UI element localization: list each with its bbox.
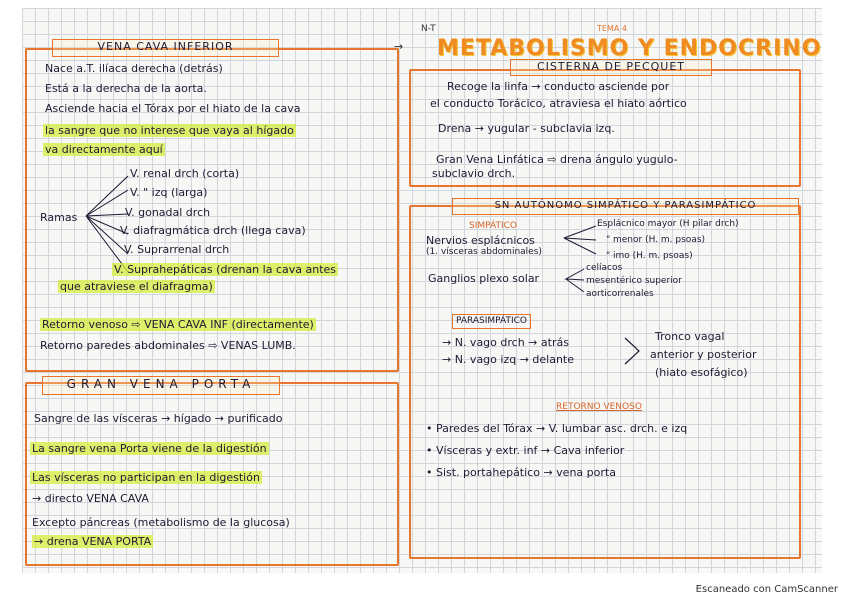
vena-cava-header: VENA CAVA INFERIOR	[52, 39, 279, 57]
camscanner-footer: Escaneado con CamScanner	[695, 584, 838, 595]
parasimpatico-label: PARASIMPÁTICO	[452, 314, 531, 329]
rama-6: V. Suprahepáticas (drenan la cava antes	[114, 263, 337, 276]
hiato-esofagico: (hiato esofágico)	[655, 366, 748, 379]
retorno-line-2: • Vísceras y extr. inf → Cava inferior	[426, 444, 625, 457]
cp-line-4: Gran Vena Linfática ⇨ drena ángulo yugulo-	[436, 153, 678, 166]
retorno-line-3: • Sist. portahepático → vena porta	[426, 466, 616, 479]
vp-line-6: → drena VENA PORTA	[34, 535, 152, 548]
esplacnico-mayor: Esplácnico mayor (H pilar drch)	[597, 219, 739, 229]
rama-2: V. " izq (larga)	[130, 186, 208, 199]
vp-line-3: Las vísceras no participan en la digestión	[32, 471, 260, 484]
vago-izq: → N. vago izq → delante	[442, 353, 575, 366]
cp-line-1: Recoge la linfa → conducto asciende por	[447, 80, 670, 93]
cp-line-2: el conducto Torácico, atraviesa el hiato aórtico	[430, 97, 687, 110]
sn-autonomo-header: SN AUTÓNOMO SIMPÁTICO Y PARASIMPÁTICO	[452, 198, 799, 215]
vc-line-1: Nace a.T. ilíaca derecha (detrás)	[45, 62, 223, 75]
vp-line-5: Excepto páncreas (metabolismo de la glucosa)	[32, 516, 290, 529]
esplacnicos-brace	[560, 222, 600, 258]
rama-6-cont: que atraviese el diafragma)	[60, 280, 213, 293]
ganglio-aorticorrenales: aorticorrenales	[586, 289, 654, 299]
retorno-paredes-line: Retorno paredes abdominales ⇨ VENAS LUMB.	[40, 339, 296, 352]
vena-porta-header: GRAN VENA PORTA	[42, 376, 280, 395]
rama-1: V. renal drch (corta)	[130, 167, 240, 180]
vp-line-1: Sangre de las vísceras → hígado → purificado	[34, 412, 283, 425]
cp-line-3: Drena → yugular - subclavia izq.	[438, 122, 615, 135]
tronco-ant-post: anterior y posterior	[650, 348, 757, 361]
vc-line-4: la sangre que no interese que vaya al hígado	[45, 124, 294, 137]
tronco-vagal: Tronco vagal	[655, 330, 725, 343]
rama-4: V. diafragmática drch (llega cava)	[120, 224, 306, 237]
vc-line-3: Asciende hacia el Tórax por el hiato de la cava	[45, 102, 301, 115]
retorno-venoso-line: Retorno venoso ⇨ VENA CAVA INF (directamente)	[42, 318, 314, 331]
vp-line-2: La sangre vena Porta viene de la digestión	[32, 442, 267, 455]
cp-line-5: subclavio drch.	[432, 167, 516, 180]
initials: N-T	[421, 24, 436, 34]
vago-brace	[622, 335, 642, 367]
rama-3: V. gonadal drch	[125, 206, 211, 219]
tema-label: TEMA 4	[597, 24, 627, 33]
vago-drch: → N. vago drch → atrás	[442, 336, 569, 349]
vc-line-2: Está a la derecha de la aorta.	[45, 82, 207, 95]
simpatico-label: SIMPÁTICO	[469, 221, 517, 231]
ramas-label: Ramas	[40, 211, 78, 224]
sn-autonomo-section	[409, 205, 801, 559]
ganglio-mesenterico: mesentérico superior	[586, 276, 682, 286]
rama-5: V. Suprarrenal drch	[124, 243, 230, 256]
esplacnico-menor: " menor (H. m. psoas)	[606, 235, 706, 245]
ganglios-label: Ganglios plexo solar	[428, 272, 540, 285]
retorno-venoso-header: RETORNO VENOSO	[556, 402, 642, 412]
visceras-abdominales: (1. vísceras abdominales)	[426, 247, 542, 257]
cisterna-header: CISTERNA DE PECQUET	[510, 59, 712, 76]
nervios-esplacnicos: Nervios esplácnicos	[426, 234, 535, 247]
title-arrow: →	[394, 40, 404, 53]
retorno-line-1: • Paredes del Tórax → V. lumbar asc. drch. e izq	[426, 422, 688, 435]
vp-line-4: → directo VENA CAVA	[32, 492, 149, 505]
page-title: METABOLISMO Y ENDOCRINO	[437, 36, 822, 61]
ganglios-brace	[562, 266, 586, 296]
ganglio-celiacos: celíacos	[586, 263, 623, 273]
esplacnico-imo: " imo (H. m. psoas)	[606, 251, 693, 261]
vc-line-5: va directamente aquí	[45, 143, 163, 156]
